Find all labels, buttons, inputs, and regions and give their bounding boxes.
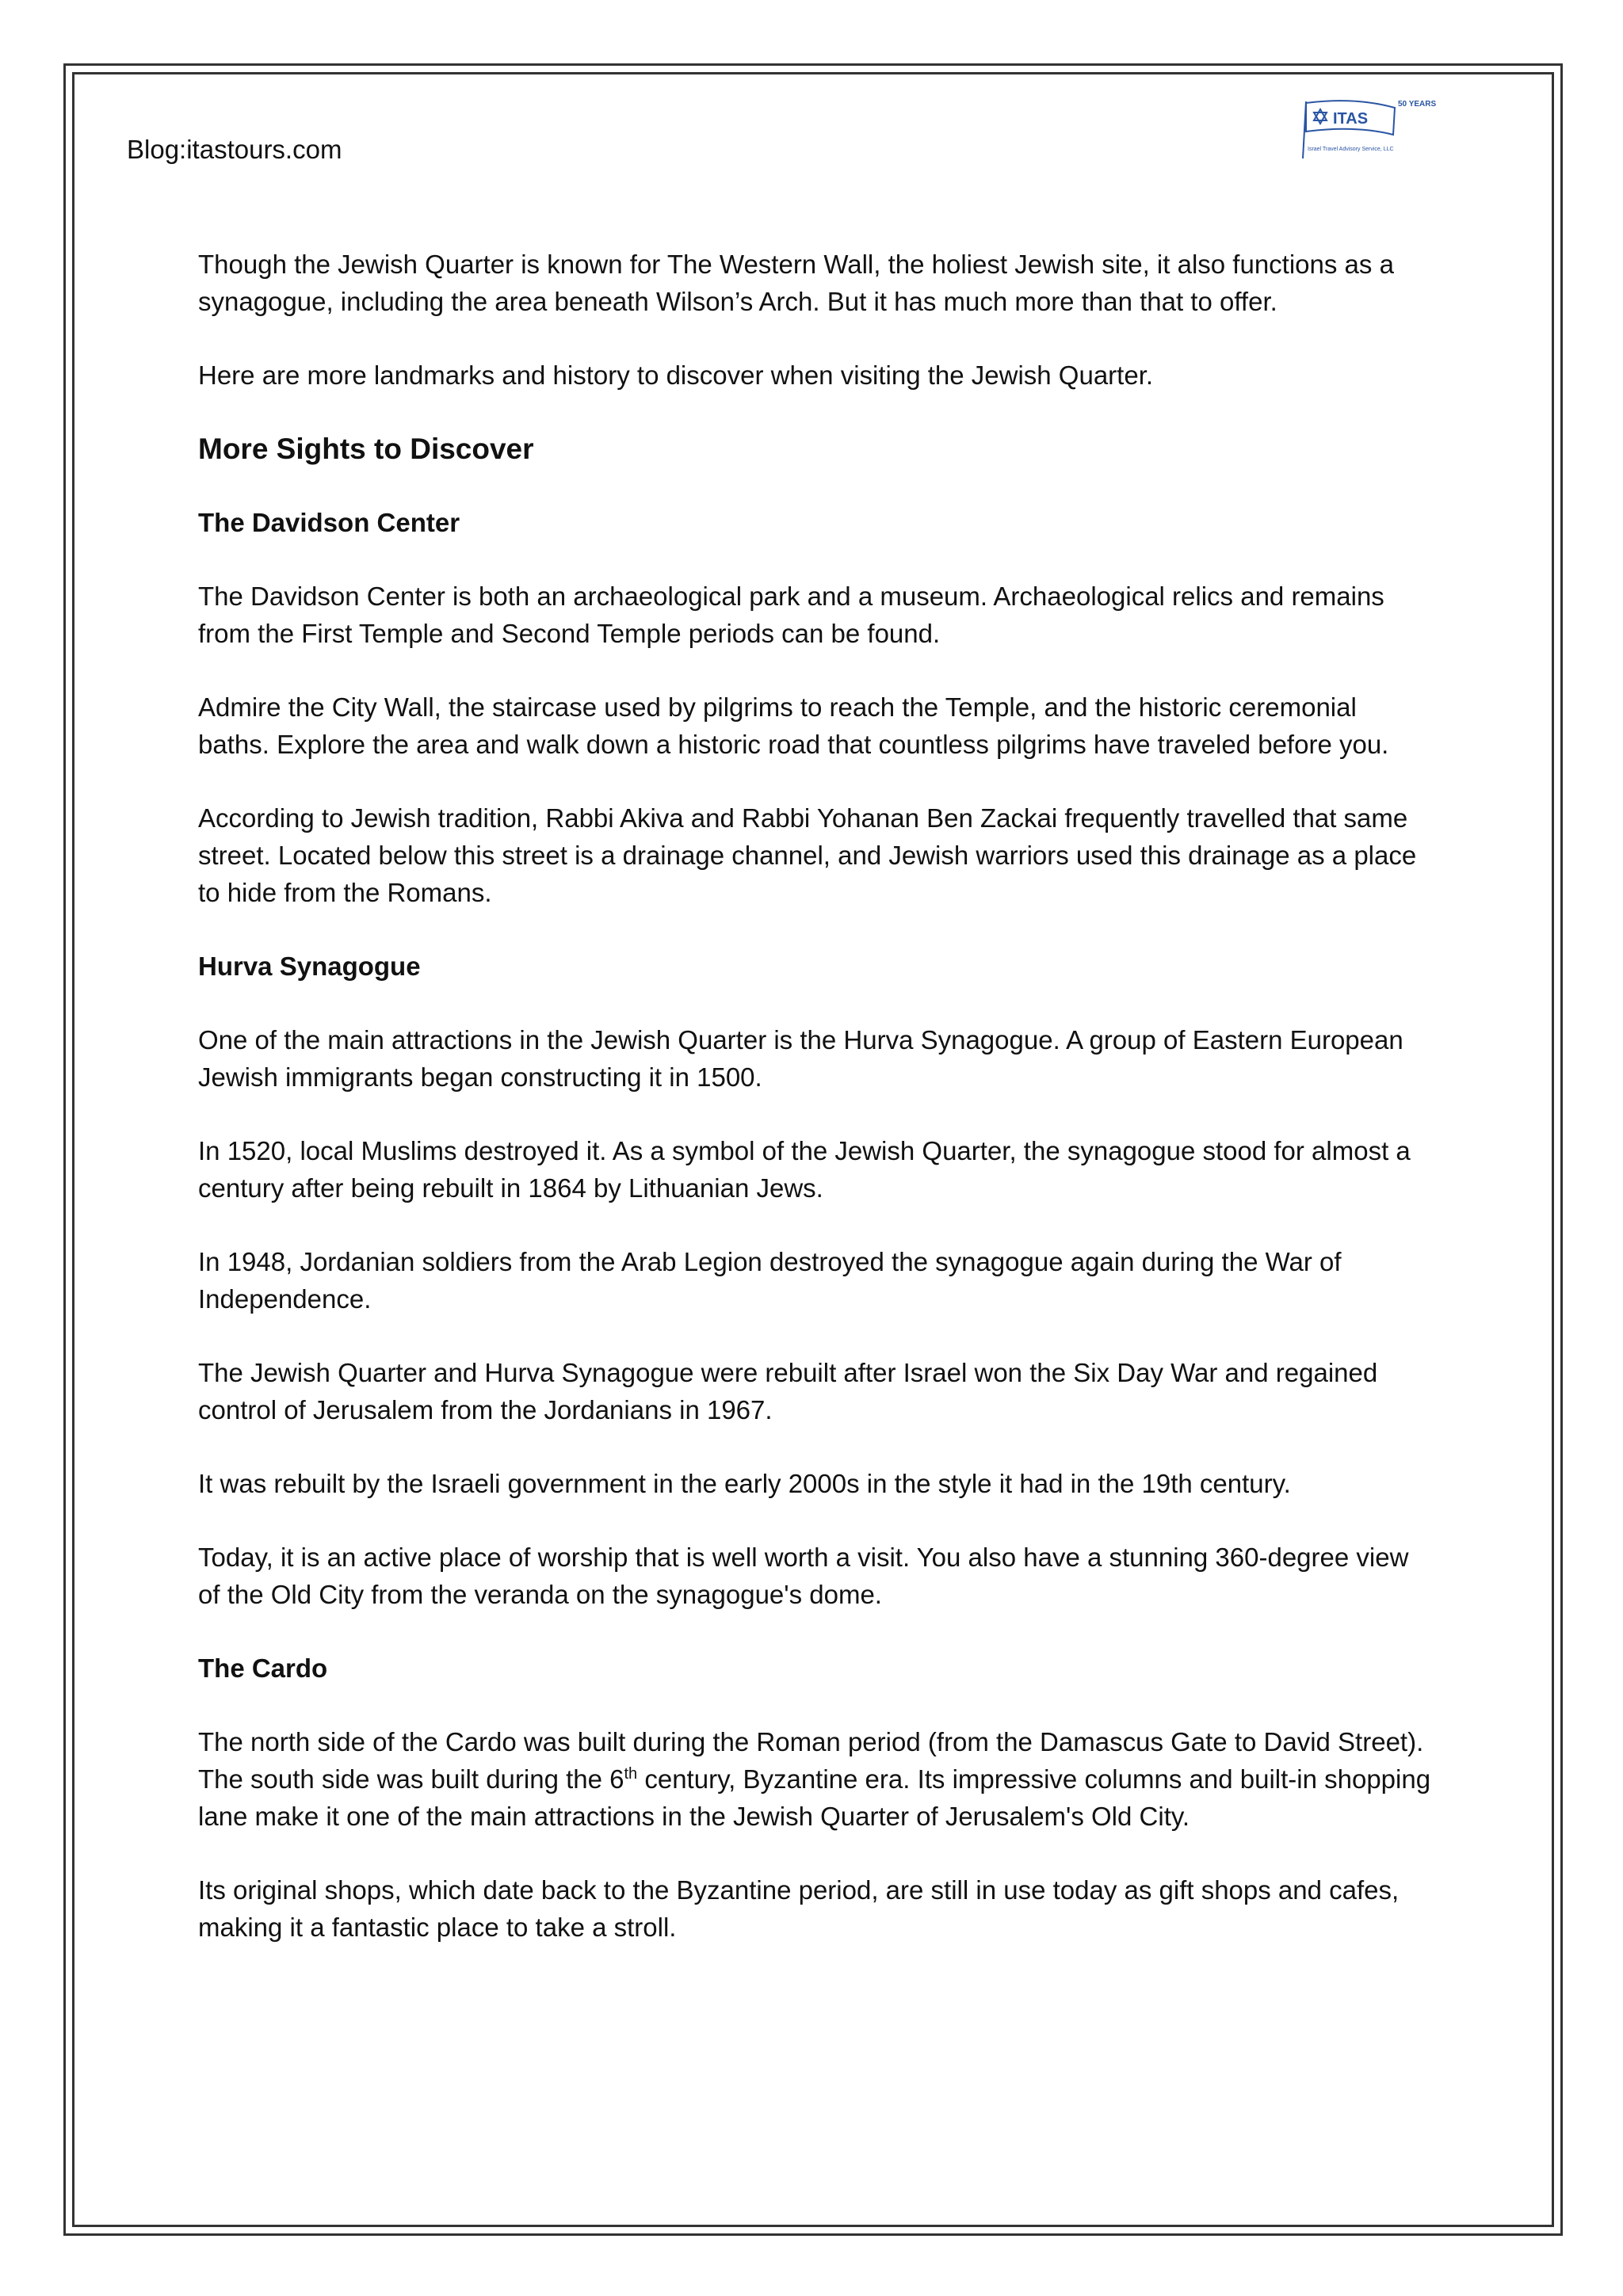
cardo-paragraph	[198, 1723, 1434, 1835]
hurva-paragraph: One of the main attractions in the Jewish Quarter is the Hurva Synagogue. A group of Eastern European Jewish immigrants began constructing it in 1500.	[198, 1025, 1403, 1092]
hurva-paragraph: The Jewish Quarter and Hurva Synagogue were rebuilt after Israel won the Six Day War and regained control of Jerusalem from the Jordanians in 1967.	[198, 1358, 1378, 1425]
hurva-paragraph: In 1520, local Muslims destroyed it. As a symbol of the Jewish Quarter, the synagogue stood for almost a century after being rebuilt in 1864 by Lithuanian Jews.	[198, 1136, 1411, 1203]
hurva-heading: Hurva Synagogue	[198, 952, 421, 981]
itas-logo	[1300, 93, 1442, 165]
logo-tagline: Israel Travel Advisory Service, LLC	[1308, 147, 1394, 152]
davidson-paragraph: Admire the City Wall, the staircase used by pilgrims to reach the Temple, and the historic ceremonial baths. Explore the area and walk down a historic road that countless pilgrims have traveled before you.	[198, 692, 1389, 759]
cardo-text: century, Byzantine era. Its impressive columns and built-in shopping lane make it one of the main attractions in the Jewish Quarter of Jerusalem's Old City.	[198, 1764, 1431, 1831]
davidson-paragraph: The Davidson Center is both an archaeological park and a museum. Archaeological relics and remains from the First Temple and Second Temple periods can be found.	[198, 582, 1384, 648]
davidson-paragraph: According to Jewish tradition, Rabbi Akiva and Rabbi Yohanan Ben Zackai frequently travelled that same street. Located below this street is a drainage channel, and Jewish warriors used this drainage as a place to hide from the Romans.	[198, 803, 1417, 907]
intro-paragraph: Here are more landmarks and history to discover when visiting the Jewish Quarter.	[198, 360, 1154, 390]
logo-badge: 50 YEARS	[1398, 100, 1437, 109]
cardo-heading: The Cardo	[198, 1653, 328, 1683]
hurva-paragraph: Today, it is an active place of worship that is well worth a visit. You also have a stunning 360-degree view of the Old City from the veranda on the synagogue's dome.	[198, 1543, 1409, 1609]
section-title: More Sights to Discover	[198, 433, 534, 465]
cardo-text: The north side of the Cardo was built during the Roman period (from the Damascus Gate to David Street). The south side was built during the 6	[198, 1727, 1424, 1794]
blog-label: Blog:itastours.com	[127, 135, 342, 164]
logo-text: ITAS	[1333, 110, 1369, 128]
cardo-paragraph: Its original shops, which date back to the Byzantine period, are still in use today as gift shops and cafes, making it a fantastic place to take a stroll.	[198, 1875, 1400, 1942]
hurva-paragraph: In 1948, Jordanian soldiers from the Arab Legion destroyed the synagogue again during the War of Independence.	[198, 1247, 1342, 1314]
intro-paragraph: Though the Jewish Quarter is known for The Western Wall, the holiest Jewish site, it also functions as a synagogue, including the area beneath Wilson’s Arch. But it has much more than that to offer.	[198, 250, 1394, 316]
davidson-heading: The Davidson Center	[198, 508, 460, 537]
ordinal-suffix: th	[624, 1765, 638, 1783]
article-body	[198, 246, 1434, 1946]
hurva-paragraph: It was rebuilt by the Israeli government in the early 2000s in the style it had in the 19th century.	[198, 1469, 1291, 1498]
